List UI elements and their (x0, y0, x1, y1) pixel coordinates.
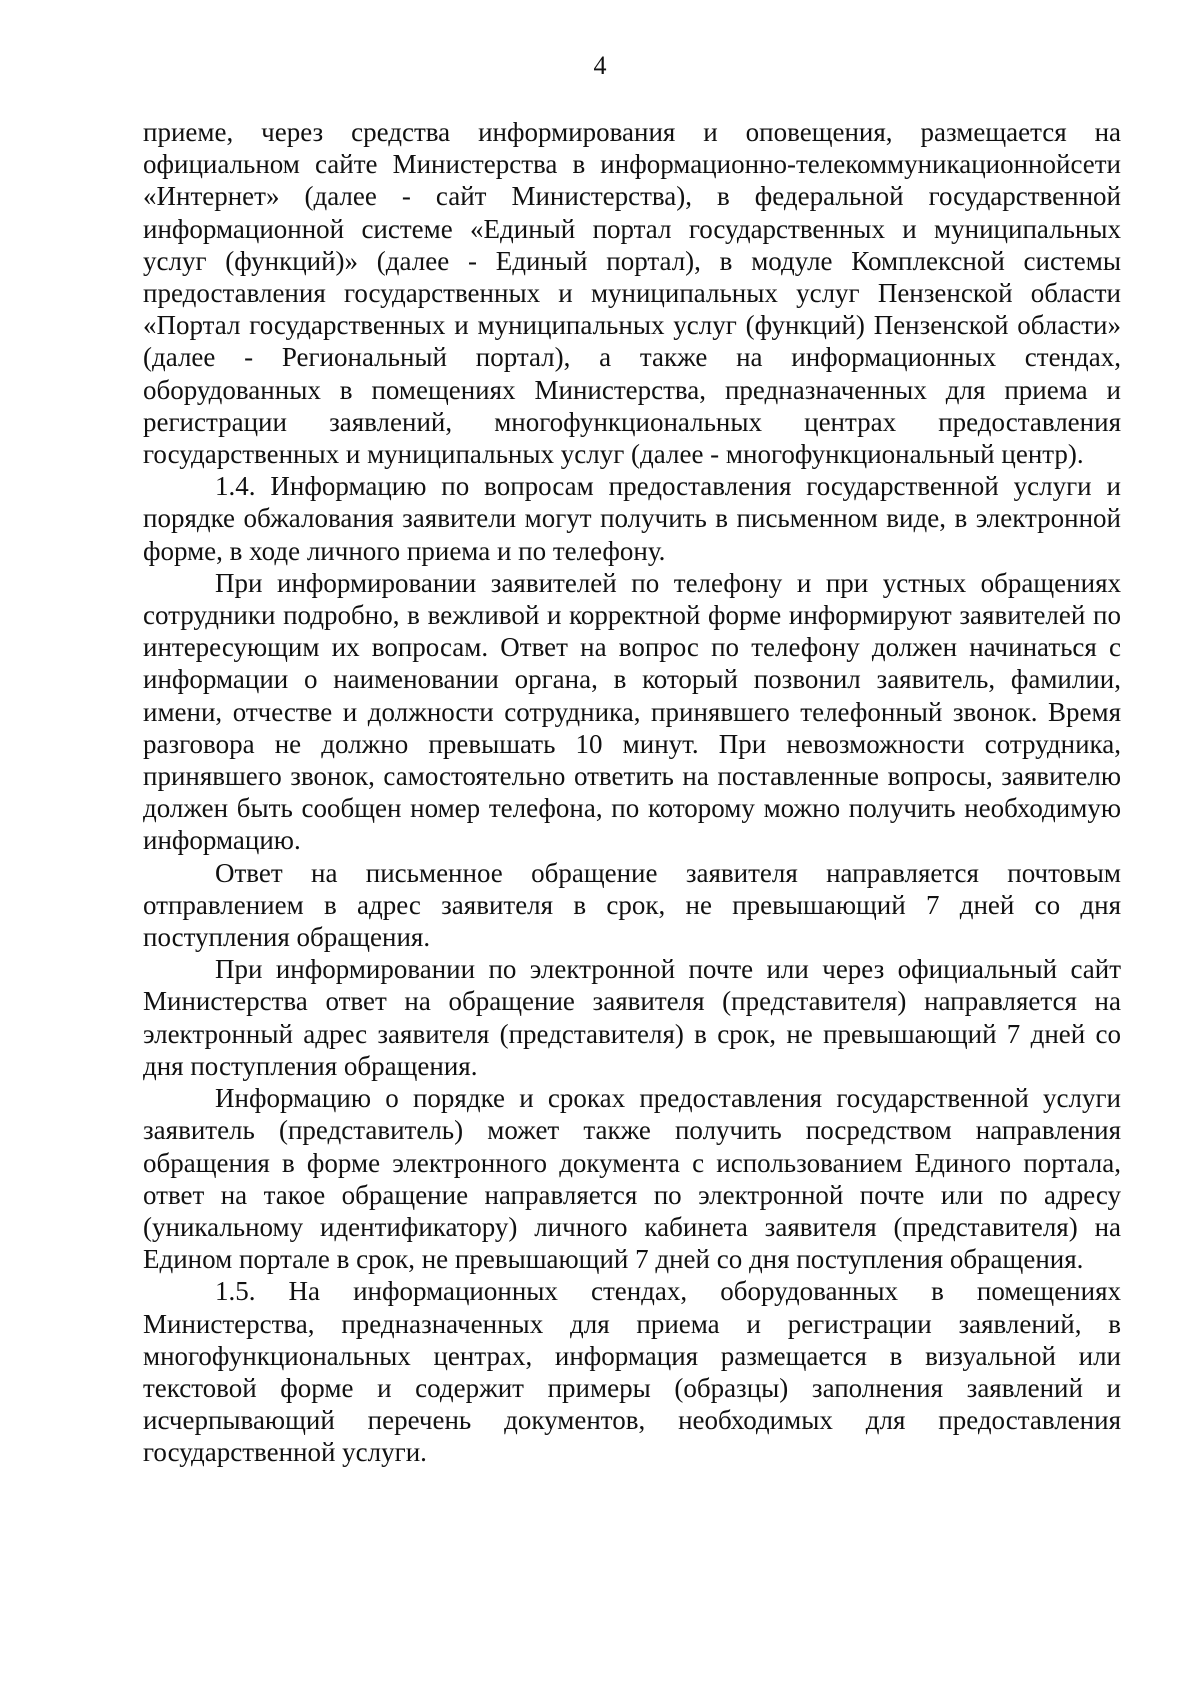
paragraph-written-reply: Ответ на письменное обращение заявителя направляется почтовым отправлением в адрес заявителя в срок, не превышающий 7 дней со дня поступления обращения. (143, 857, 1121, 953)
paragraph-unified-portal: Информацию о порядке и сроках предоставления государственной услуги заявитель (представитель) может также получить посредством направления обращения в форме электронного документа с использованием Единого портала, ответ на такое обращение направляется по электронной почте или по адресу (уникальному идентификатору) личного кабинета заявителя (представителя) на Едином портале в срок, не превышающий 7 дней со дня поступления обращения. (143, 1083, 1121, 1275)
paragraph-continuation: приеме, через средства информирования и оповещения, размещается на официальном сайте Министерства в информационно-телекоммуникационнойсети «Интернет» (далее - сайт Министерства), в федеральной государственной информационной системе «Единый портал государственных и муниципальных услуг (функций)» (далее - Единый портал), в модуле Комплексной системы предоставления государственных и муниципальных услуг Пензенской области «Портал государственных и муниципальных услуг (функций) Пензенской области» (далее - Региональный портал), а также на информационных стендах, оборудованных в помещениях Министерства, предназначенных для приема и регистрации заявлений, многофункциональных центрах предоставления государственных и муниципальных услуг (далее - многофункциональный центр). (143, 117, 1121, 470)
page-number: 4 (593, 51, 607, 80)
paragraph-email-reply: При информировании по электронной почте или через официальный сайт Министерства ответ на обращение заявителя (представителя) направляется на электронный адрес заявителя (представителя) в срок, не превышающий 7 дней со дня поступления обращения. (143, 954, 1121, 1081)
paragraph-1-4: 1.4. Информацию по вопросам предоставления государственной услуги и порядке обжалования заявители могут получить в письменном виде, в электронной форме, в ходе личного приема и по телефону. (143, 471, 1121, 566)
paragraph-1-5: 1.5. На информационных стендах, оборудованных в помещениях Министерства, предназначенных для приема и регистрации заявлений, в многофункциональных центрах, информация размещается в визуальной или текстовой форме и содержит примеры (образцы) заполнения заявлений и исчерпывающий перечень документов, необходимых для предоставления государственной услуги. (143, 1276, 1121, 1468)
document-body (143, 116, 1121, 1469)
paragraph-phone-informing: При информировании заявителей по телефону и при устных обращениях сотрудники подробно, в вежливой и корректной форме информируют заявителей по интересующим их вопросам. Ответ на вопрос по телефону должен начинаться с информации о наименовании органа, в который позвонил заявитель, фамилии, имени, отчестве и должности сотрудника, принявшего телефонный звонок. Время разговора не должно превышать 10 минут. При невозможности сотрудника, принявшего звонок, самостоятельно ответить на поставленные вопросы, заявителю должен быть сообщен номер телефона, по которому можно получить необходимую информацию. (143, 567, 1121, 856)
